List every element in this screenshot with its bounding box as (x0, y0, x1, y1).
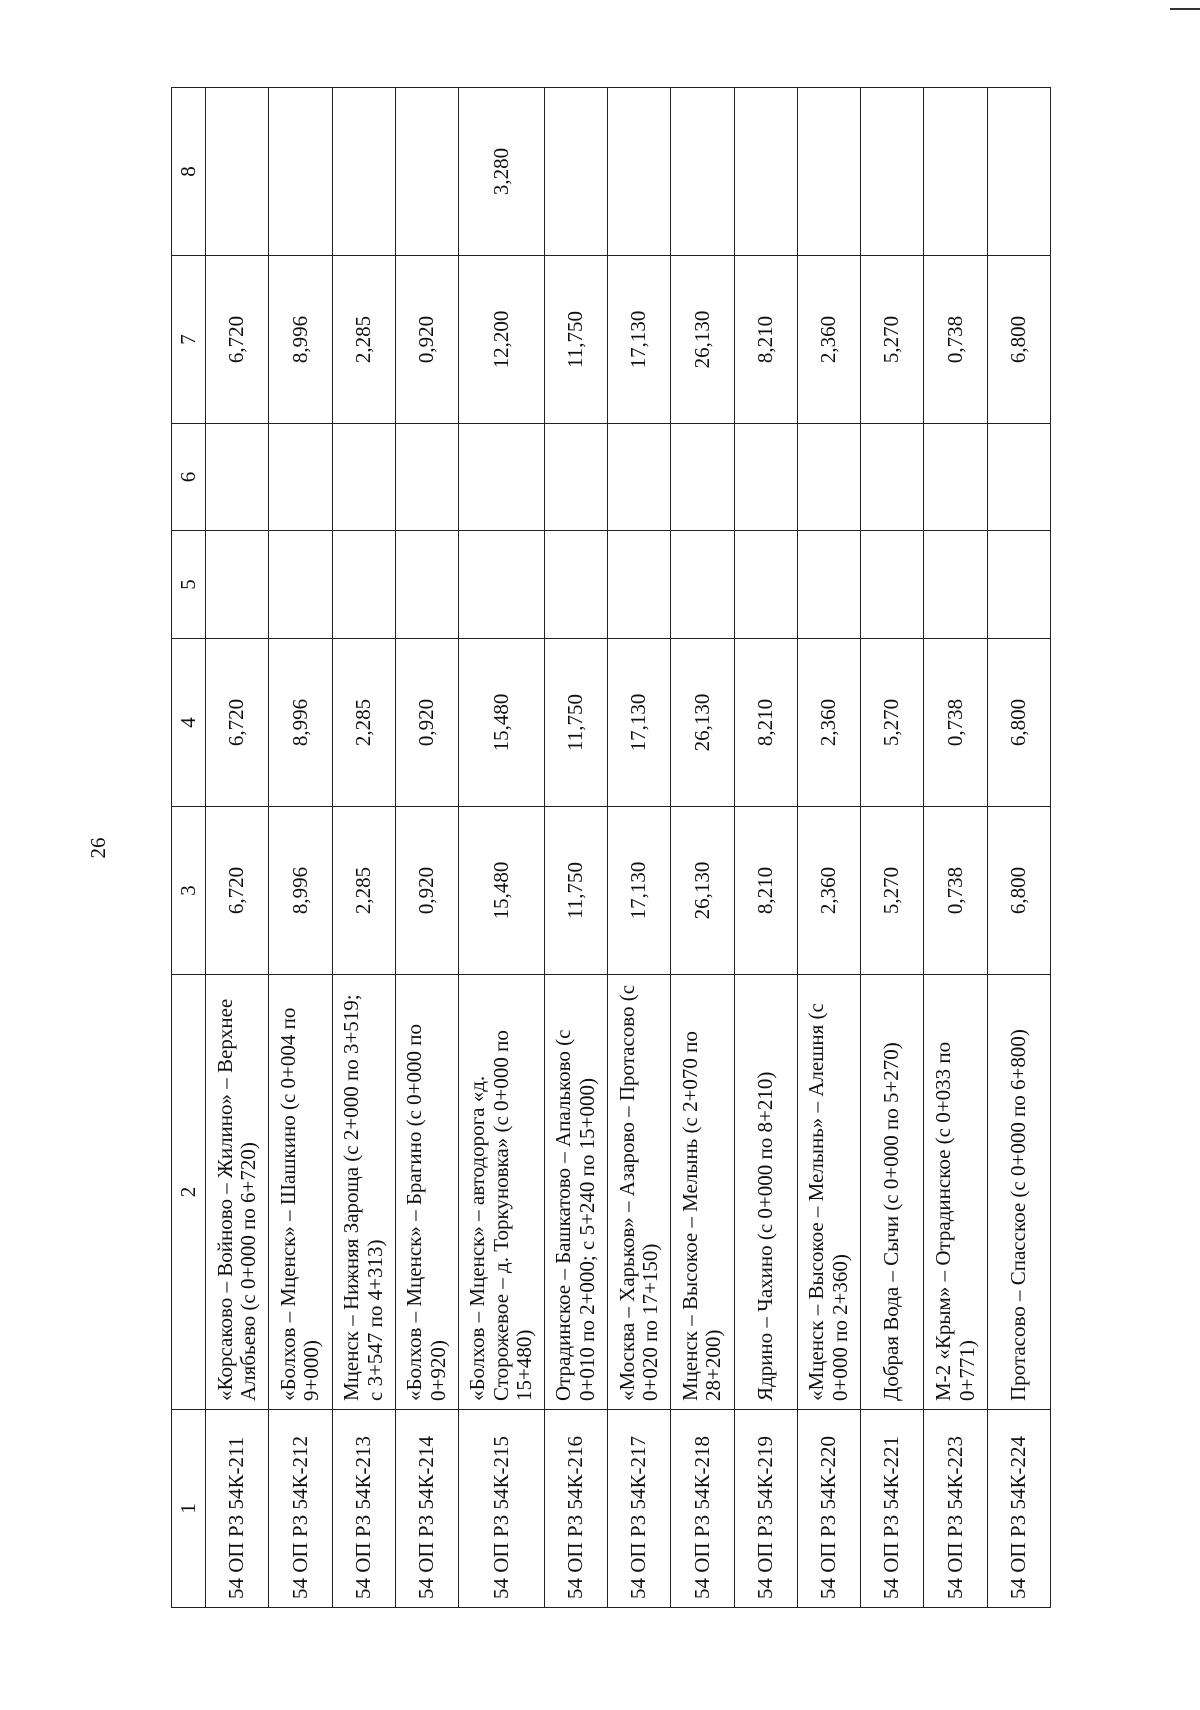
col8-cell (987, 88, 1050, 256)
header-col-8: 8 (172, 88, 206, 256)
col3-cell: 0,920 (395, 807, 458, 975)
road-name-cell: М-2 «Крым» – Отрадинское (с 0+033 по 0+771) (924, 975, 987, 1410)
road-id-cell: 54 ОП РЗ 54К-212 (269, 1410, 332, 1608)
col5-cell (332, 531, 395, 639)
col7-cell: 8,210 (734, 256, 797, 424)
col6-cell (544, 424, 607, 531)
col4-cell: 2,360 (797, 639, 860, 807)
col5-cell (269, 531, 332, 639)
table-row (332, 88, 395, 1608)
col5-cell (734, 531, 797, 639)
road-name-cell: «Москва – Харьков» – Азарово – Протасово (с 0+020 по 17+150) (608, 975, 671, 1410)
col8-cell (797, 88, 860, 256)
road-id-cell: 54 ОП РЗ 54К-217 (608, 1410, 671, 1608)
road-id-cell: 54 ОП РЗ 54К-211 (206, 1410, 269, 1608)
col6-cell (924, 424, 987, 531)
col8-cell (544, 88, 607, 256)
col7-cell: 8,996 (269, 256, 332, 424)
road-id-cell: 54 ОП РЗ 54К-220 (797, 1410, 860, 1608)
road-name-cell: «Корсаково – Войново – Жилино» – Верхнее Алябьево (с 0+000 по 6+720) (206, 975, 269, 1410)
table-row (459, 88, 545, 1608)
rotated-table-frame (171, 88, 1051, 1608)
col5-cell (206, 531, 269, 639)
road-id-cell: 54 ОП РЗ 54К-224 (987, 1410, 1050, 1608)
col5-cell (608, 531, 671, 639)
table-row (924, 88, 987, 1608)
table-row (544, 88, 607, 1608)
col4-cell: 2,285 (332, 639, 395, 807)
road-name-cell: «Болхов – Мценск» – автодорога «д. Сторожевое – д. Торкуновка» (с 0+000 по 15+480) (459, 975, 545, 1410)
col6-cell (987, 424, 1050, 531)
road-name-cell: «Болхов – Мценск» – Шашкино (с 0+004 по 9+000) (269, 975, 332, 1410)
col7-cell: 26,130 (671, 256, 734, 424)
header-col-3: 3 (172, 807, 206, 975)
col6-cell (459, 424, 545, 531)
col3-cell: 6,720 (206, 807, 269, 975)
col8-cell (332, 88, 395, 256)
col8-cell (608, 88, 671, 256)
road-id-cell: 54 ОП РЗ 54К-215 (459, 1410, 545, 1608)
col5-cell (861, 531, 924, 639)
header-col-1: 1 (172, 1410, 206, 1608)
header-col-4: 4 (172, 639, 206, 807)
road-name-cell: Отрадинское – Башкатово – Апальково (с 0+010 по 2+000; с 5+240 по 15+000) (544, 975, 607, 1410)
col5-cell (797, 531, 860, 639)
col7-cell: 6,720 (206, 256, 269, 424)
road-name-cell: Ядрино – Чахино (с 0+000 по 8+210) (734, 975, 797, 1410)
col8-cell: 3,280 (459, 88, 545, 256)
table-row (861, 88, 924, 1608)
col8-cell (924, 88, 987, 256)
table-row (206, 88, 269, 1608)
col6-cell (671, 424, 734, 531)
col3-cell: 15,480 (459, 807, 545, 975)
col5-cell (671, 531, 734, 639)
road-name-cell: «Мценск – Высокое – Мелынь» – Алешня (с 0+000 по 2+360) (797, 975, 860, 1410)
col3-cell: 2,360 (797, 807, 860, 975)
header-row (172, 88, 206, 1608)
col4-cell: 11,750 (544, 639, 607, 807)
col8-cell (269, 88, 332, 256)
col4-cell: 26,130 (671, 639, 734, 807)
col3-cell: 26,130 (671, 807, 734, 975)
col4-cell: 15,480 (459, 639, 545, 807)
col7-cell: 2,360 (797, 256, 860, 424)
col4-cell: 17,130 (608, 639, 671, 807)
col4-cell: 0,920 (395, 639, 458, 807)
col3-cell: 5,270 (861, 807, 924, 975)
header-col-6: 6 (172, 424, 206, 531)
table-container (171, 88, 1051, 1608)
col7-cell: 2,285 (332, 256, 395, 424)
col7-cell: 5,270 (861, 256, 924, 424)
col8-cell (861, 88, 924, 256)
col4-cell: 6,720 (206, 639, 269, 807)
col4-cell: 6,800 (987, 639, 1050, 807)
col7-cell: 17,130 (608, 256, 671, 424)
col6-cell (861, 424, 924, 531)
table-row (269, 88, 332, 1608)
road-id-cell: 54 ОП РЗ 54К-221 (861, 1410, 924, 1608)
header-col-5: 5 (172, 531, 206, 639)
road-name-cell: Мценск – Нижняя Зароща (с 2+000 по 3+519; с 3+547 по 4+313) (332, 975, 395, 1410)
col8-cell (734, 88, 797, 256)
col8-cell (671, 88, 734, 256)
col5-cell (395, 531, 458, 639)
col7-cell: 0,920 (395, 256, 458, 424)
road-name-cell: Добрая Вода – Сычи (с 0+000 по 5+270) (861, 975, 924, 1410)
road-id-cell: 54 ОП РЗ 54К-219 (734, 1410, 797, 1608)
col7-cell: 6,800 (987, 256, 1050, 424)
page-number: 26 (86, 837, 110, 859)
road-name-cell: Протасово – Спасское (с 0+000 по 6+800) (987, 975, 1050, 1410)
col7-cell: 11,750 (544, 256, 607, 424)
road-name-cell: «Болхов – Мценск» – Брагино (с 0+000 по 0+920) (395, 975, 458, 1410)
header-col-7: 7 (172, 256, 206, 424)
col5-cell (459, 531, 545, 639)
col6-cell (269, 424, 332, 531)
col3-cell: 0,738 (924, 807, 987, 975)
road-id-cell: 54 ОП РЗ 54К-214 (395, 1410, 458, 1608)
road-id-cell: 54 ОП РЗ 54К-223 (924, 1410, 987, 1608)
corner-mark (1170, 8, 1200, 10)
col3-cell: 6,800 (987, 807, 1050, 975)
col5-cell (987, 531, 1050, 639)
col3-cell: 8,210 (734, 807, 797, 975)
roads-table (171, 87, 1051, 1608)
table-row (734, 88, 797, 1608)
road-name-cell: Мценск – Высокое – Мелынь (с 2+070 по 28+200) (671, 975, 734, 1410)
table-row (987, 88, 1050, 1608)
col4-cell: 0,738 (924, 639, 987, 807)
col6-cell (206, 424, 269, 531)
col6-cell (797, 424, 860, 531)
col3-cell: 8,996 (269, 807, 332, 975)
col4-cell: 5,270 (861, 639, 924, 807)
col3-cell: 17,130 (608, 807, 671, 975)
col4-cell: 8,996 (269, 639, 332, 807)
col4-cell: 8,210 (734, 639, 797, 807)
col3-cell: 2,285 (332, 807, 395, 975)
col6-cell (608, 424, 671, 531)
header-col-2: 2 (172, 975, 206, 1410)
col6-cell (395, 424, 458, 531)
col6-cell (734, 424, 797, 531)
table-row (395, 88, 458, 1608)
road-id-cell: 54 ОП РЗ 54К-216 (544, 1410, 607, 1608)
col5-cell (924, 531, 987, 639)
road-id-cell: 54 ОП РЗ 54К-213 (332, 1410, 395, 1608)
table-row (608, 88, 671, 1608)
col7-cell: 12,200 (459, 256, 545, 424)
col8-cell (395, 88, 458, 256)
col3-cell: 11,750 (544, 807, 607, 975)
col6-cell (332, 424, 395, 531)
col8-cell (206, 88, 269, 256)
road-id-cell: 54 ОП РЗ 54К-218 (671, 1410, 734, 1608)
col5-cell (544, 531, 607, 639)
table-row (671, 88, 734, 1608)
table-row (797, 88, 860, 1608)
col7-cell: 0,738 (924, 256, 987, 424)
